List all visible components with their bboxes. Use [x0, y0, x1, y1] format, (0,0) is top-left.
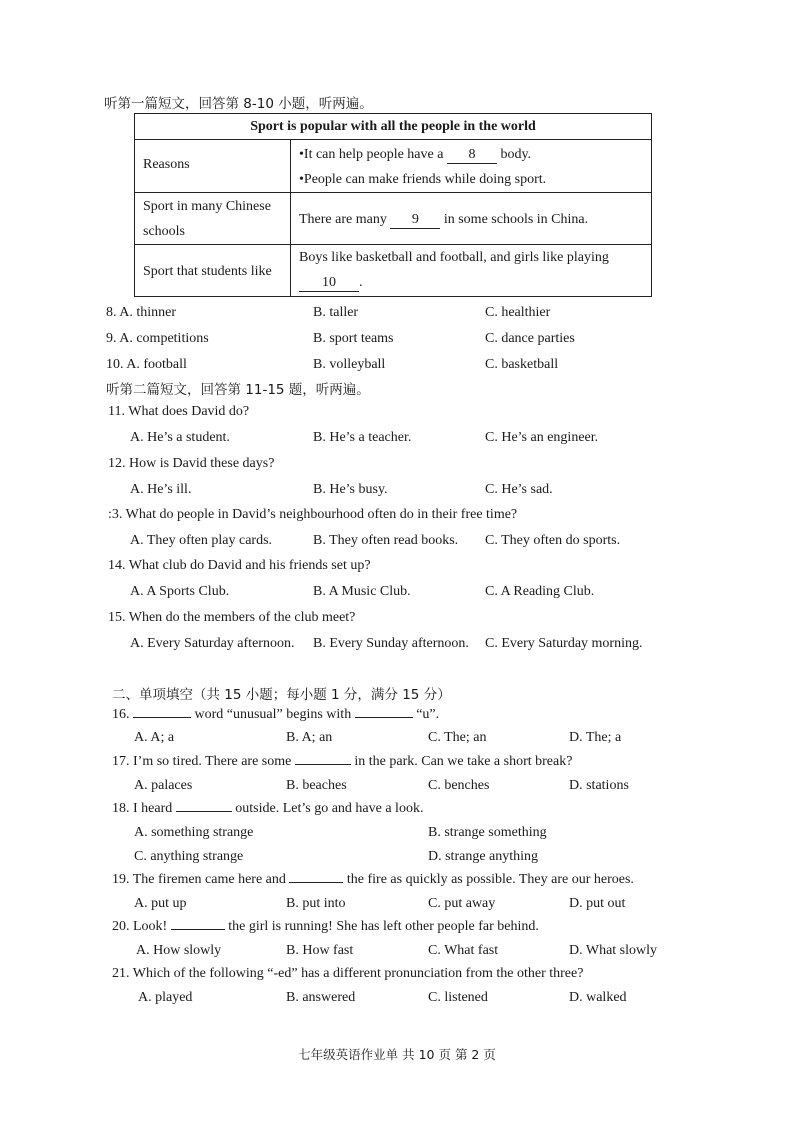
option-b: B. strange something — [428, 825, 547, 840]
option-c: C. He’s sad. — [485, 482, 553, 497]
row-text: Boys like basketball and football, and girls like playing — [299, 250, 609, 265]
table-row — [135, 192, 651, 245]
row-content — [299, 147, 531, 164]
option-a: A. something strange — [134, 825, 254, 840]
option-b: B. sport teams — [313, 331, 394, 346]
answer-blank-10: 10 — [299, 275, 359, 292]
question-number: 16. — [112, 707, 130, 722]
answer-blank[interactable] — [355, 717, 413, 718]
option-c: C. Every Saturday morning. — [485, 636, 643, 651]
option-d: D. put out — [569, 896, 626, 911]
question-text: 20. Look! — [112, 919, 168, 934]
row-text: body. — [500, 147, 532, 162]
answer-blank[interactable] — [295, 764, 351, 765]
option-c: C. healthier — [485, 305, 551, 320]
option-b: B. A Music Club. — [313, 584, 411, 599]
option-b: B. They often read books. — [313, 533, 459, 548]
question-18 — [112, 801, 423, 817]
option-c: C. The; an — [428, 730, 487, 745]
option-c: C. dance parties — [485, 331, 575, 346]
option-b: B. put into — [286, 896, 346, 911]
question-15: 15. When do the members of the club meet? — [108, 610, 356, 625]
row-content — [299, 275, 363, 292]
option-d: D. stations — [569, 778, 629, 793]
row-text: . — [359, 275, 363, 290]
question-16 — [112, 707, 439, 723]
row-label: Sport that students like — [143, 264, 272, 279]
option-c: C. put away — [428, 896, 496, 911]
question-text: outside. Let’s go and have a look. — [235, 801, 424, 816]
option-d: D. The; a — [569, 730, 622, 745]
answer-blank-8: 8 — [447, 147, 497, 164]
row-content — [299, 212, 588, 229]
question-19 — [112, 872, 634, 888]
row-text: •It can help people have a — [299, 147, 444, 162]
option-a: A. He’s ill. — [130, 482, 192, 497]
answer-blank[interactable] — [133, 717, 191, 718]
option-a: A. put up — [134, 896, 187, 911]
option-d: D. What slowly — [569, 943, 658, 958]
option-b: B. answered — [286, 990, 356, 1005]
option-b: B. How fast — [286, 943, 354, 958]
row-label: Reasons — [143, 157, 190, 172]
option-c: C. listened — [428, 990, 488, 1005]
option-a: A. They often play cards. — [130, 533, 273, 548]
answer-blank[interactable] — [171, 929, 225, 930]
question-text: the girl is running! She has left other people far behind. — [228, 919, 539, 934]
row-label: Sport in many Chinese — [143, 199, 271, 214]
question-10 — [106, 357, 187, 373]
row-label: schools — [143, 224, 185, 239]
option-c: C. They often do sports. — [485, 533, 621, 548]
option-b: B. He’s a teacher. — [313, 430, 412, 445]
question-14: 14. What club do David and his friends set up? — [108, 558, 371, 573]
option-c: C. anything strange — [134, 849, 244, 864]
question-20 — [112, 919, 539, 935]
part2-heading: 二、单项填空（共 15 小题；每小题 1 分，满分 15 分） — [112, 687, 451, 703]
table-row — [135, 139, 651, 193]
question-text: “u”. — [416, 707, 440, 722]
answer-blank[interactable] — [176, 811, 232, 812]
option-a: A. played — [138, 990, 193, 1005]
row-text: •People can make friends while doing sport. — [299, 172, 547, 187]
option-a: A. How slowly — [136, 943, 222, 958]
page-footer: 七年级英语作业单 共 10 页 第 2 页 — [298, 1047, 496, 1062]
question-number: 10. — [106, 357, 124, 372]
option-a: A. He’s a student. — [130, 430, 230, 445]
section1-instruction: 听第一篇短文，回答第 8-10 小题，听两遍。 — [104, 96, 373, 112]
option-d: D. strange anything — [428, 849, 539, 864]
question-11: 11. What does David do? — [108, 404, 250, 419]
row-text: in some schools in China. — [443, 212, 589, 227]
option-c: C. benches — [428, 778, 490, 793]
option-a: A. thinner — [119, 305, 176, 320]
option-a: A. Every Saturday afternoon. — [130, 636, 295, 651]
question-text: 19. The firemen came here and — [112, 872, 286, 887]
option-a: A. A Sports Club. — [130, 584, 230, 599]
option-b: B. He’s busy. — [313, 482, 388, 497]
option-a: A. football — [126, 357, 187, 372]
option-c: C. A Reading Club. — [485, 584, 595, 599]
question-17 — [112, 754, 572, 770]
question-number: 8. — [106, 305, 117, 320]
question-21: 21. Which of the following “-ed” has a different pronunciation from the other three? — [112, 966, 584, 981]
answer-blank[interactable] — [289, 882, 343, 883]
table-title: Sport is popular with all the people in the world — [135, 114, 651, 140]
info-table — [134, 113, 652, 297]
option-b: B. taller — [313, 305, 359, 320]
option-b: B. Every Sunday afternoon. — [313, 636, 469, 651]
option-d: D. walked — [569, 990, 627, 1005]
option-a: A. A; a — [134, 730, 175, 745]
option-c: C. He’s an engineer. — [485, 430, 599, 445]
question-8 — [106, 305, 176, 321]
row-text: There are many — [299, 212, 387, 227]
option-b: B. beaches — [286, 778, 347, 793]
question-text: in the park. Can we take a short break? — [354, 754, 573, 769]
question-13: :3. What do people in David’s neighbourhood often do in their free time? — [108, 507, 518, 522]
question-12: 12. How is David these days? — [108, 456, 275, 471]
question-text: word “unusual” begins with — [194, 707, 352, 722]
option-c: C. What fast — [428, 943, 499, 958]
question-text: 17. I’m so tired. There are some — [112, 754, 292, 769]
question-9 — [106, 331, 209, 347]
question-text: the fire as quickly as possible. They are our heroes. — [346, 872, 634, 887]
table-row — [135, 244, 651, 296]
section2-instruction: 听第二篇短文，回答第 11-15 题，听两遍。 — [106, 382, 370, 398]
option-a: A. competitions — [119, 331, 209, 346]
question-text: 18. I heard — [112, 801, 173, 816]
option-c: C. basketball — [485, 357, 559, 372]
question-number: 9. — [106, 331, 117, 346]
option-b: B. volleyball — [313, 357, 386, 372]
answer-blank-9: 9 — [390, 212, 440, 229]
option-a: A. palaces — [134, 778, 193, 793]
option-b: B. A; an — [286, 730, 333, 745]
